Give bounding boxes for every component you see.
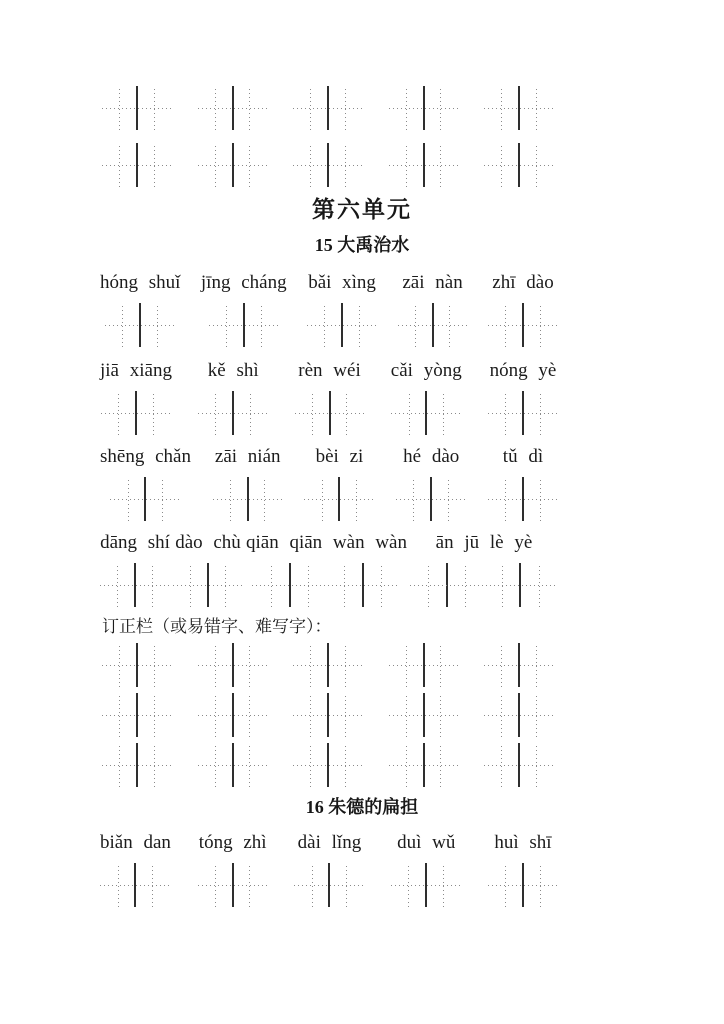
- vocab-item: [100, 831, 171, 907]
- writing-grid-pair: [484, 693, 554, 737]
- writing-grid-pair: [389, 143, 459, 187]
- writing-grid-pair: [488, 477, 558, 521]
- vocab-item: [294, 831, 364, 907]
- pinyin-word: duì wǔ: [397, 832, 456, 853]
- writing-grid-pair: [102, 86, 172, 130]
- writing-grid-pair: [398, 303, 468, 347]
- pinyin-word: kě shì: [207, 360, 259, 381]
- writing-grid-pair: [293, 693, 363, 737]
- pinyin-word: rèn wéi: [298, 360, 361, 381]
- pinyin-word: biǎn dan: [100, 832, 171, 853]
- writing-grid-pair: [488, 391, 558, 435]
- vocab-item: [295, 359, 365, 435]
- writing-grid-pair: [484, 743, 554, 787]
- vocab-item: [410, 531, 558, 607]
- pinyin-word: ān jū lè yè: [435, 532, 533, 553]
- carryover-grid-section: [0, 86, 724, 187]
- writing-grid-pair: [484, 643, 554, 687]
- writing-grid-pair: [389, 643, 459, 687]
- vocab-item: [201, 271, 287, 347]
- writing-grid-pair: [209, 303, 279, 347]
- writing-grid-pair: [389, 743, 459, 787]
- vocab-item: [100, 271, 180, 347]
- writing-grid-pair: [293, 643, 363, 687]
- writing-grid-pair: [213, 477, 283, 521]
- pinyin-word: jīng cháng: [200, 272, 287, 293]
- writing-grid-pair: [198, 643, 268, 687]
- vocab-item: [100, 531, 170, 607]
- pinyin-word: zāi nàn: [402, 272, 463, 293]
- pinyin-word: jiā xiāng: [100, 360, 172, 381]
- vocab-item: [198, 831, 268, 907]
- writing-grid-quad: [410, 563, 558, 607]
- writing-grid-pair: [105, 303, 175, 347]
- vocab-row: [100, 531, 558, 607]
- writing-grid-pair: [102, 143, 172, 187]
- writing-grid-pair: [100, 863, 170, 907]
- writing-grid-pair: [391, 863, 461, 907]
- writing-grid-pair: [198, 743, 268, 787]
- writing-grid-pair: [293, 143, 363, 187]
- pinyin-word: bǎi xìng: [308, 272, 376, 293]
- writing-grid-pair: [102, 693, 172, 737]
- vocab-item: [246, 531, 407, 607]
- writing-grid-pair: [488, 303, 558, 347]
- writing-grid-pair: [173, 563, 243, 607]
- writing-grid-pair: [295, 391, 365, 435]
- grid-row: [102, 143, 554, 187]
- writing-grid-pair: [102, 743, 172, 787]
- vocab-item: [396, 445, 466, 521]
- writing-grid-pair: [396, 477, 466, 521]
- writing-grid-pair: [293, 86, 363, 130]
- vocab-row: [100, 445, 558, 521]
- writing-grid-pair: [102, 643, 172, 687]
- writing-grid-pair: [100, 563, 170, 607]
- vocab-item: [398, 271, 468, 347]
- pinyin-word: dāng shí: [100, 532, 170, 553]
- vocab-row: [100, 271, 558, 347]
- writing-grid-pair: [293, 743, 363, 787]
- writing-grid-pair: [307, 303, 377, 347]
- vocab-item: [198, 359, 268, 435]
- writing-grid-pair: [484, 143, 554, 187]
- writing-grid-pair: [484, 86, 554, 130]
- vocab-item: [307, 271, 377, 347]
- grid-row: [102, 86, 554, 130]
- writing-grid-pair: [294, 863, 364, 907]
- writing-grid-pair: [198, 391, 268, 435]
- vocab-item: [213, 445, 283, 521]
- writing-grid-pair: [391, 391, 461, 435]
- pinyin-word: shēng chǎn: [100, 446, 191, 467]
- vocab-row: [100, 359, 558, 435]
- grid-row: [102, 693, 554, 737]
- lesson-15-title: 15 大禹治水: [314, 235, 410, 255]
- vocab-item: [488, 445, 558, 521]
- correction-grid-section: [0, 643, 724, 787]
- vocab-row: [100, 831, 558, 907]
- writing-grid-pair: [389, 86, 459, 130]
- writing-grid-pair: [488, 863, 558, 907]
- pinyin-word: dài lǐng: [297, 832, 362, 853]
- pinyin-word: nóng yè: [489, 360, 557, 381]
- vocab-item: [100, 359, 172, 435]
- vocab-item: [488, 359, 558, 435]
- pinyin-word: hóng shuǐ: [100, 272, 181, 293]
- pinyin-word: tǔ dì: [502, 446, 544, 467]
- pinyin-word: tóng zhì: [198, 832, 267, 853]
- lesson-16-title: 16 朱德的扁担: [305, 797, 419, 817]
- grid-row: [102, 643, 554, 687]
- writing-grid-pair: [101, 391, 171, 435]
- writing-grid-pair: [198, 863, 268, 907]
- vocab-item: [391, 831, 461, 907]
- vocab-item: [488, 831, 558, 907]
- writing-grid-quad: [252, 563, 400, 607]
- vocab-item: [304, 445, 374, 521]
- pinyin-word: dào chù: [175, 532, 241, 553]
- vocab-item: [100, 445, 191, 521]
- writing-grid-pair: [198, 143, 268, 187]
- correction-label: 订正栏（或易错字、难写字）：: [102, 617, 332, 636]
- vocab-item: [391, 359, 462, 435]
- pinyin-word: zāi nián: [214, 446, 281, 467]
- vocab-item: [488, 271, 558, 347]
- writing-grid-pair: [198, 693, 268, 737]
- pinyin-word: huì shī: [494, 832, 552, 853]
- grid-row: [102, 743, 554, 787]
- pinyin-word: cǎi yòng: [390, 360, 462, 381]
- writing-grid-pair: [198, 86, 268, 130]
- writing-grid-pair: [304, 477, 374, 521]
- pinyin-word: zhī dào: [492, 272, 554, 293]
- pinyin-word: hé dào: [403, 446, 460, 467]
- pinyin-word: qiān qiān wàn wàn: [246, 532, 407, 553]
- unit-title: 第六单元: [312, 196, 412, 222]
- writing-grid-pair: [389, 693, 459, 737]
- pinyin-word: bèi zi: [315, 446, 364, 467]
- writing-grid-pair: [110, 477, 180, 521]
- vocab-item: [173, 531, 243, 607]
